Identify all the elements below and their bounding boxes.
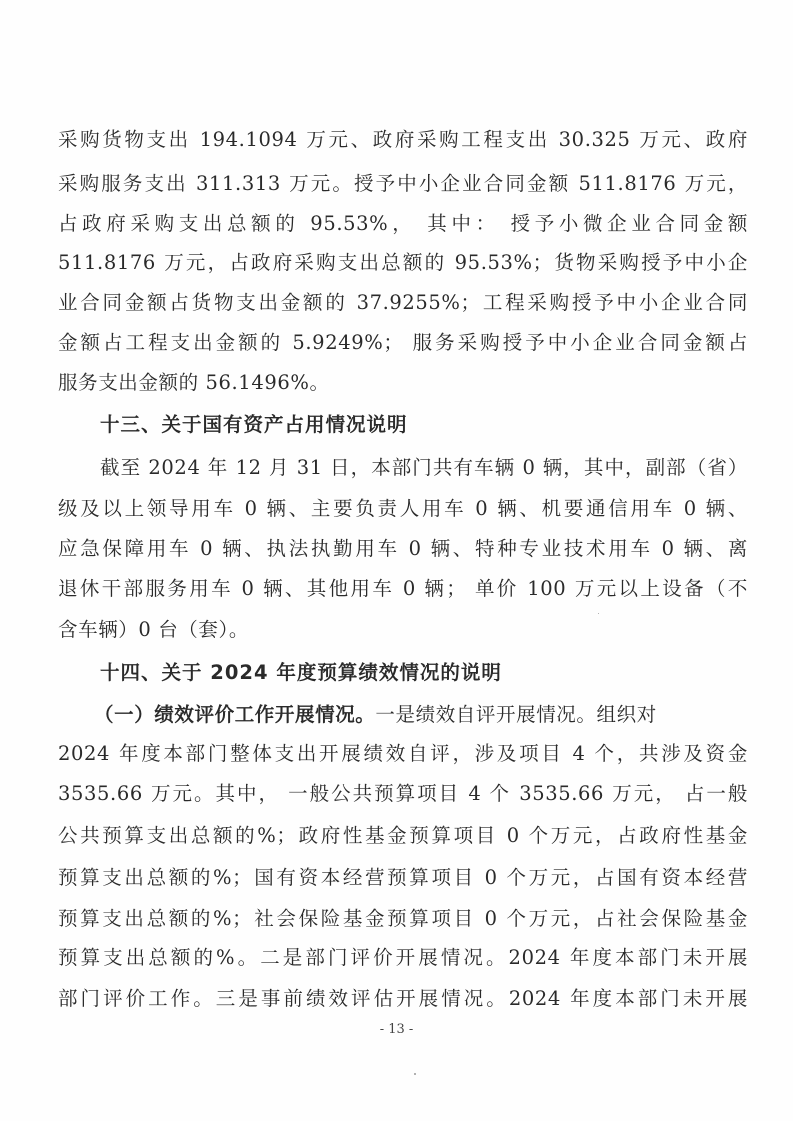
text-line: 服务支出金额的 56.1496%。 (58, 371, 330, 394)
text-span: 一是绩效自评开展情况。组织对 (375, 703, 657, 726)
text-line: 应急保障用车 0 辆、执法执勤用车 0 辆、特种专业技术用车 0 辆、离 (58, 537, 748, 560)
text-line: 采购货物支出 194.1094 万元、政府采购工程支出 30.325 万元、政府 (58, 128, 748, 151)
section-heading: 十三、关于国有资产占用情况说明 (100, 413, 408, 436)
text-line: 3535.66 万元。其中， 一般公共预算项目 4 个 3535.66 万元， 占一般 (58, 782, 748, 805)
page-number: - 13 - (379, 1022, 414, 1037)
text-line: 部门评价工作。三是事前绩效评估开展情况。2024 年度本部门未开展 (58, 987, 748, 1010)
text-line: 截至 2024 年 12 月 31 日，本部门共有车辆 0 辆，其中，副部（省） (100, 456, 748, 479)
text-line: 级及以上领导用车 0 辆、主要负责人用车 0 辆、机要通信用车 0 辆、 (58, 497, 748, 520)
text-line: 预算支出总额的%；国有资本经营预算项目 0 个万元，占国有资本经营 (58, 866, 748, 889)
text-line: 退休干部服务用车 0 辆、其他用车 0 辆； 单价 100 万元以上设备（不 (58, 577, 748, 600)
text-line: 采购服务支出 311.313 万元。授予中小企业合同金额 511.8176 万元， (58, 172, 748, 195)
text-line: 预算支出总额的%；社会保险基金预算项目 0 个万元，占社会保险基金 (58, 907, 748, 930)
text-line: 含车辆）0 台（套）。 (58, 618, 249, 641)
section-heading: 十四、关于 2024 年度预算绩效情况的说明 (100, 661, 502, 684)
text-line: 业合同金额占货物支出金额的 37.9255%；工程采购授予中小企业合同 (58, 291, 748, 314)
text-line: 511.8176 万元，占政府采购支出总额的 95.53%；货物采购授予中小企 (58, 251, 748, 274)
text-line: 预算支出总额的%。二是部门评价开展情况。2024 年度本部门未开展 (58, 946, 748, 969)
sub-heading: （一）绩效评价工作开展情况。 (94, 703, 376, 726)
text-line: 金额占工程支出金额的 5.9249%； 服务采购授予中小企业合同金额占 (58, 331, 748, 354)
text-line: 公共预算支出总额的%；政府性基金预算项目 0 个万元，占政府性基金 (58, 824, 748, 847)
text-line: 2024 年度本部门整体支出开展绩效自评，涉及项目 4 个，共涉及资金 (58, 742, 748, 765)
text-line (94, 702, 748, 728)
scan-speck (598, 613, 599, 614)
text-line: 占政府采购支出总额的 95.53%， 其中： 授予小微企业合同金额 (58, 212, 748, 235)
scan-speck (414, 1073, 416, 1075)
